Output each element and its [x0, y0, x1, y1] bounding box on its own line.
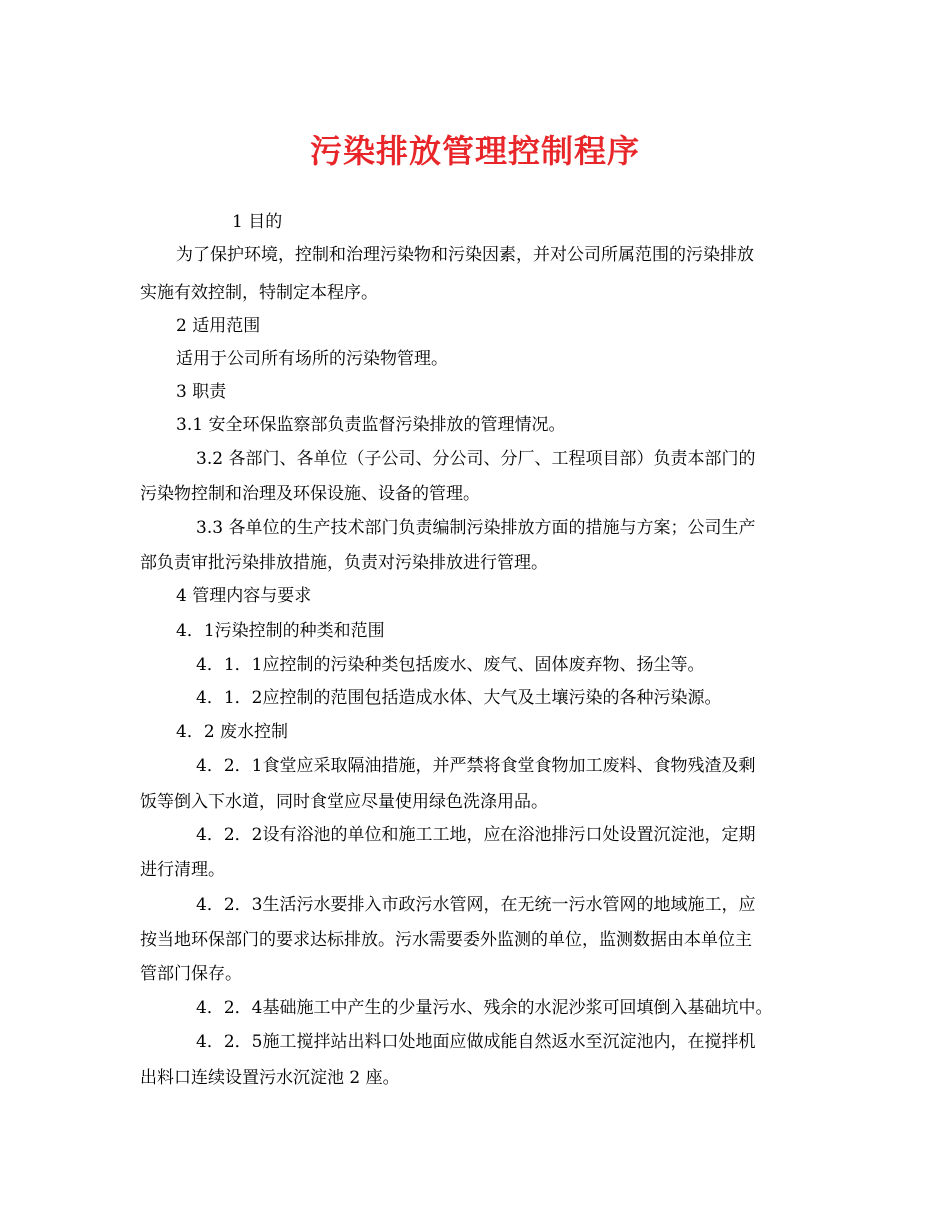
- paragraph-line: 进行清理。: [140, 860, 225, 880]
- paragraph-line: 4．1．1应控制的污染种类包括废水、废气、固体废弃物、扬尘等。: [196, 655, 705, 675]
- paragraph-line: 饭等倒入下水道，同时食堂应尽量使用绿色洗涤用品。: [140, 792, 548, 812]
- paragraph-line: 4．2．4基础施工中产生的少量污水、残余的水泥沙浆可回填倒入基础坑中。: [196, 998, 773, 1018]
- document-title: 污染排放管理控制程序: [309, 132, 640, 170]
- paragraph-line: 实施有效控制，特制定本程序。: [140, 283, 378, 303]
- paragraph-line: 4．1．2应控制的范围包括造成水体、大气及土壤污染的各种污染源。: [196, 688, 722, 708]
- paragraph-line: 部负责审批污染排放措施，负责对污染排放进行管理。: [140, 553, 548, 573]
- paragraph-line: 4．2．2设有浴池的单位和施工工地，应在浴池排污口处设置沉淀池，定期: [196, 825, 756, 845]
- paragraph-line: 管部门保存。: [140, 964, 242, 984]
- paragraph-line: 3.2 各部门、各单位（子公司、分公司、分厂、工程项目部）负责本部门的: [196, 449, 756, 469]
- heading-3-duties: 3 职责: [176, 382, 227, 402]
- paragraph-line: 按当地环保部门的要求达标排放。污水需要委外监测的单位，监测数据由本单位主: [140, 930, 752, 950]
- paragraph-line: 出料口连续设置污水沉淀池 2 座。: [140, 1068, 400, 1088]
- paragraph-line: 3.1 安全环保监察部负责监督污染排放的管理情况。: [176, 415, 566, 435]
- paragraph-line: 4．2．5施工搅拌站出料口处地面应做成能自然返水至沉淀池内，在搅拌机: [196, 1032, 756, 1052]
- paragraph-line: 4．2．1食堂应采取隔油措施，并严禁将食堂食物加工废料、食物残渣及剩: [196, 756, 756, 776]
- heading-2-scope: 2 适用范围: [176, 316, 261, 336]
- paragraph-line: 适用于公司所有场所的污染物管理。: [176, 349, 448, 369]
- subheading-line: 4．1污染控制的种类和范围: [176, 621, 385, 641]
- subheading-line: 4．2 废水控制: [176, 722, 289, 742]
- heading-1-purpose: 1 目的: [232, 212, 283, 232]
- paragraph-line: 污染物控制和治理及环保设施、设备的管理。: [140, 484, 480, 504]
- heading-4-requirements: 4 管理内容与要求: [176, 586, 312, 606]
- paragraph-line: 3.3 各单位的生产技术部门负责编制污染排放方面的措施与方案；公司生产: [196, 518, 756, 538]
- paragraph-line: 为了保护环境，控制和治理污染物和污染因素，并对公司所属范围的污染排放: [176, 245, 754, 265]
- paragraph-line: 4．2．3生活污水要排入市政污水管网，在无统一污水管网的地域施工，应: [196, 895, 756, 915]
